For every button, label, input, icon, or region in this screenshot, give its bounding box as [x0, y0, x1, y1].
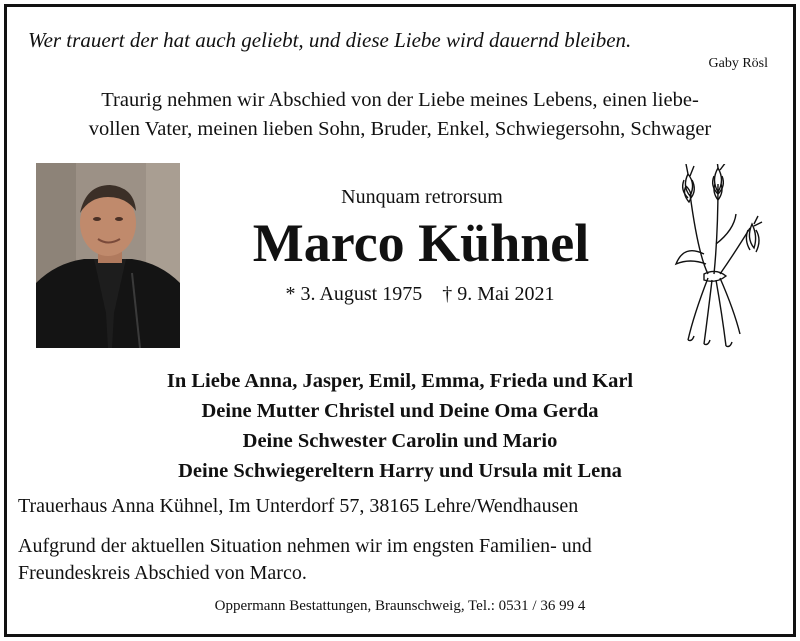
deceased-name: Marco Kühnel: [252, 213, 590, 273]
mourner-line: Deine Mutter Christel und Deine Oma Gerda: [201, 400, 599, 422]
intro-line: vollen Vater, meinen lieben Sohn, Bruder, Enkel, Schwiegersohn, Schwager: [88, 118, 712, 140]
quote-author: Gaby Rösl: [708, 56, 768, 71]
farewell-notice: [18, 533, 788, 587]
memorial-quote: Wer trauert der hat auch geliebt, und diese Liebe wird dauernd bleiben.: [28, 28, 632, 52]
intro-text: [0, 86, 800, 144]
notice-line: Freundeskreis Abschied von Marco.: [18, 562, 307, 584]
intro-line: Traurig nehmen wir Abschied von der Liebe meines Lebens, einen liebe-: [101, 89, 699, 111]
notice-line: Aufgrund der aktuellen Situation nehmen wir im engsten Familien- und: [18, 535, 592, 557]
portrait-photo-icon: [36, 163, 180, 348]
mourner-line: In Liebe Anna, Jasper, Emil, Emma, Frieda und Karl: [166, 370, 634, 392]
mourners-list: [0, 366, 800, 486]
portrait-photo: [36, 163, 180, 348]
undertaker-info: Oppermann Bestattungen, Braunschweig, Tel.: 0531 / 36 99 4: [214, 598, 586, 614]
motto: Nunquam retrorsum: [341, 186, 503, 208]
mourner-line: Deine Schwiegereltern Harry und Ursula mit Lena: [178, 460, 622, 482]
mourning-house-address: Trauerhaus Anna Kühnel, Im Unterdorf 57, 38165 Lehre/Wendhausen: [18, 495, 579, 517]
life-dates: * 3. August 1975 † 9. Mai 2021: [285, 283, 555, 305]
mourner-line: Deine Schwester Carolin und Mario: [242, 430, 558, 452]
wheat-icon: [664, 164, 768, 350]
